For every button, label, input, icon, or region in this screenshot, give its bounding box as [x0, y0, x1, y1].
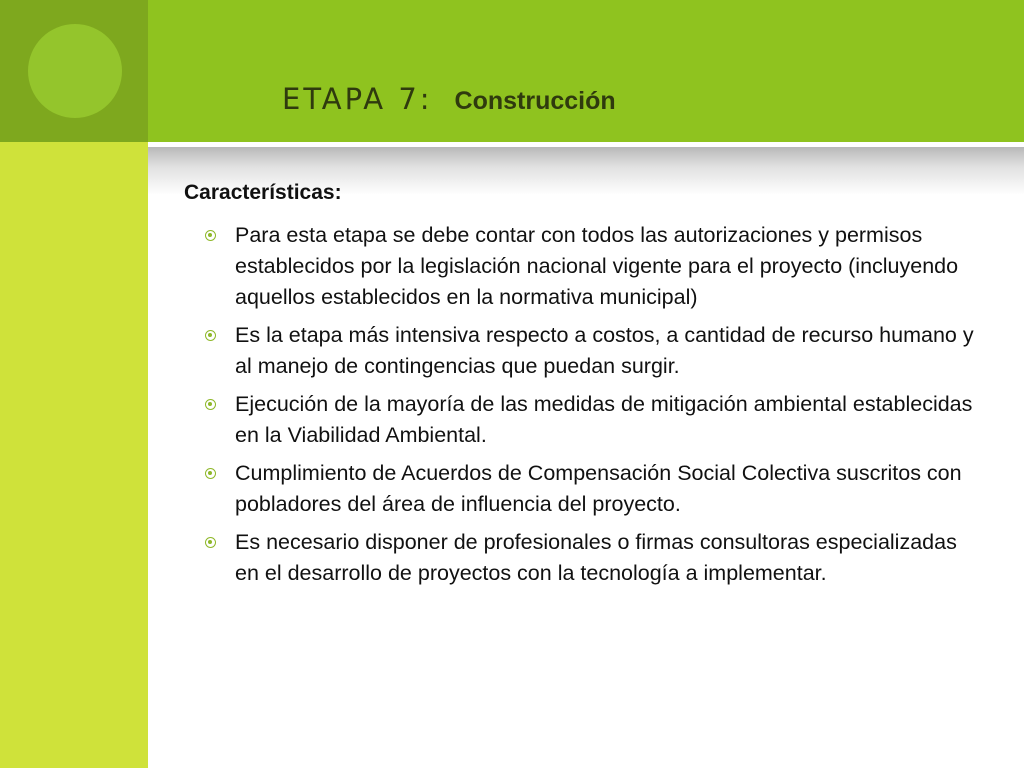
circle-bullet-icon	[205, 230, 216, 241]
circle-bullet-icon	[205, 468, 216, 479]
slide-title-sub: Construcción	[454, 87, 616, 115]
circle-bullet-icon	[205, 399, 216, 410]
side-bar	[0, 142, 148, 768]
header-corner-panel	[0, 0, 148, 142]
bullet-text: Cumplimiento de Acuerdos de Compensación Social Colectiva suscritos con pobladores del área de influencia del proyecto.	[235, 461, 962, 516]
bullet-item	[200, 220, 980, 313]
circle-bullet-icon	[205, 537, 216, 548]
section-heading: Características:	[184, 181, 342, 204]
bullet-item	[200, 458, 980, 520]
bullet-item	[200, 320, 980, 382]
bullet-item	[200, 527, 980, 589]
bullet-text: Ejecución de la mayoría de las medidas de mitigación ambiental establecidas en la Viabilidad Ambiental.	[235, 392, 973, 447]
bullet-text: Para esta etapa se debe contar con todos las autorizaciones y permisos establecidos por la legislación nacional vigente para el proyecto (incluyendo aquellos establecidos en la normativa municipal)	[235, 223, 959, 309]
bullet-item	[200, 389, 980, 451]
bullet-text: Es la etapa más intensiva respecto a costos, a cantidad de recurso humano y al manejo de contingencias que puedan surgir.	[235, 323, 974, 378]
circle-decoration	[28, 24, 122, 118]
circle-bullet-icon	[205, 330, 216, 341]
bullet-list	[200, 220, 980, 596]
slide-title-main: ETAPA 7:	[282, 82, 433, 116]
bullet-text: Es necesario disponer de profesionales o firmas consultoras especializadas en el desarrollo de proyectos con la tecnología a implementar.	[235, 530, 957, 585]
slide-title	[282, 82, 616, 130]
